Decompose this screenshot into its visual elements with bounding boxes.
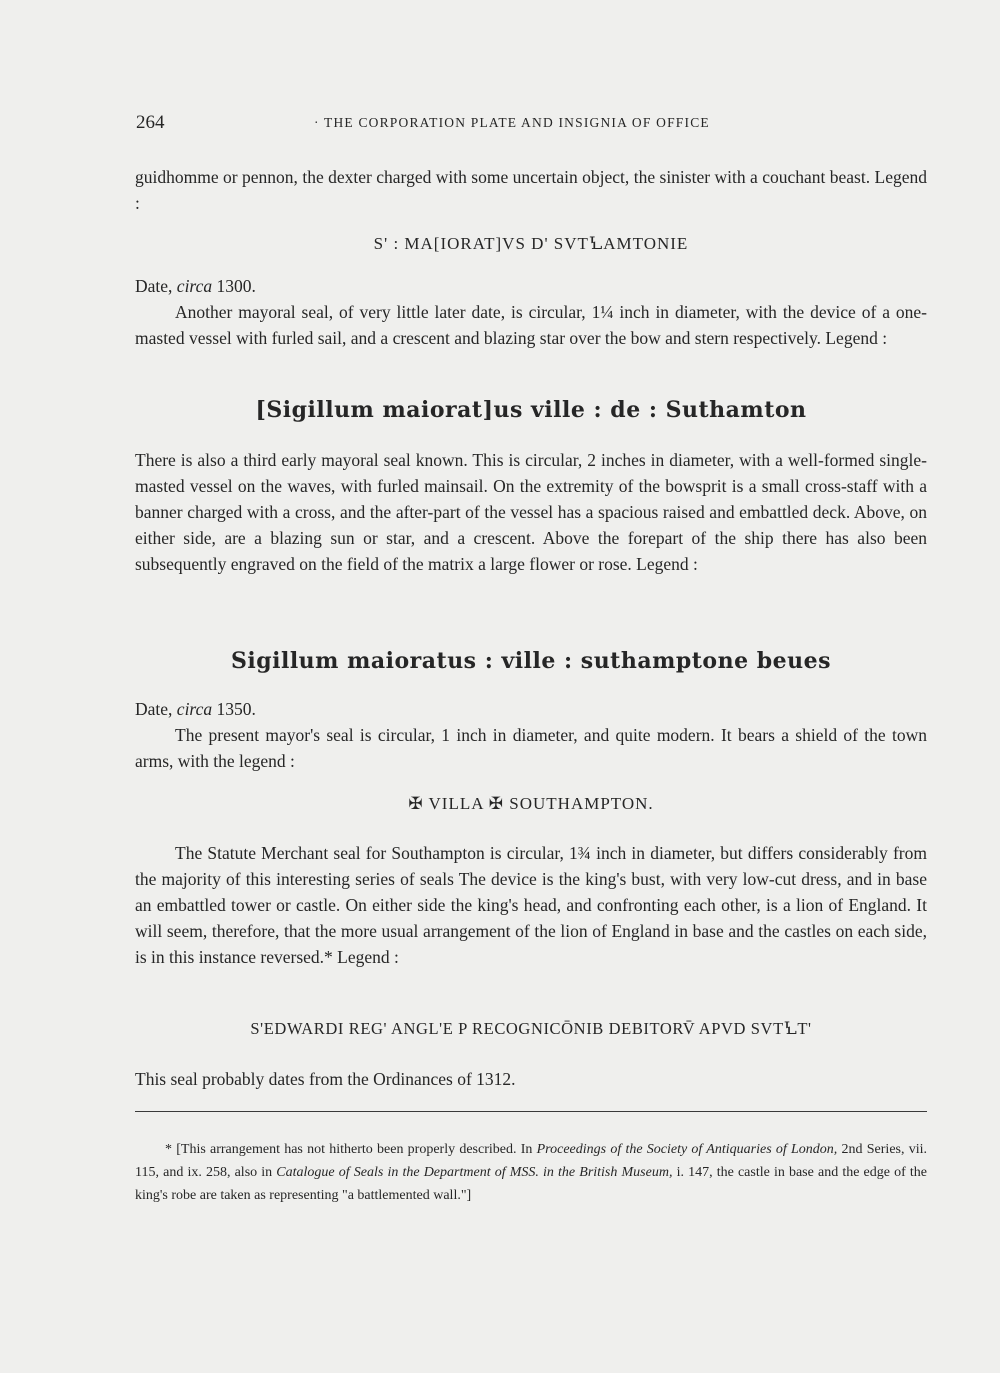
legend-3: Sigillum maioratus : ville : suthamptone beues	[230, 648, 832, 674]
date-circa: circa	[176, 699, 213, 719]
paragraph-6: This seal probably dates from the Ordinances of 1312.	[135, 1069, 516, 1089]
footnote-text-2: 2nd Series, vii. 115, and ix. 258, also in	[135, 1142, 927, 1180]
date-line-1	[135, 276, 256, 297]
page-number: 264	[136, 112, 165, 133]
date-year: 1350.	[216, 699, 256, 719]
running-title: · THE CORPORATION PLATE AND INSIGNIA OF OFFICE	[314, 115, 710, 130]
legend-2: [Sigillum maiorat]us ville : de : Suthamton	[255, 397, 807, 423]
footnote-citation-2: Catalogue of Seals in the Department of MSS. in the British Museum,	[276, 1165, 673, 1180]
footnote-text-1: * [This arrangement has not hitherto been properly described. In	[165, 1142, 537, 1157]
legend-5: S'EDWARDI REG' ANGL'E P RECOGNICŌNIB DEBITORV̄ APVD SVTꝆT'	[250, 1019, 812, 1038]
paragraph-1: guidhomme or pennon, the dexter charged with some uncertain object, the sinister with a couchant beast. Legend :	[135, 167, 927, 213]
legend-1: S' : MA[IORAT]VS D' SVTꝆAMTONIE	[373, 234, 689, 253]
paragraph-4: The present mayor's seal is circular, 1 inch in diameter, and quite modern. It bears a shield of the town arms, with the legend :	[135, 725, 927, 771]
paragraph-2: Another mayoral seal, of very little later date, is circular, 1¼ inch in diameter, with the device of a one-masted vessel with furled sail, and a crescent and blazing star over the bow and stern respectively. Legend :	[135, 302, 927, 348]
date-label: Date,	[135, 699, 173, 719]
footnote-rule	[135, 1111, 927, 1112]
date-circa: circa	[176, 276, 213, 296]
date-line-2	[135, 699, 256, 720]
page-header	[136, 112, 926, 138]
paragraph-5: The Statute Merchant seal for Southampton is circular, 1¾ inch in diameter, but differs considerably from the majority of this interesting series of seals The device is the king's bust, with very low-cut dress, and in base an embattled tower or castle. On either side the king's head, and confronting each other, is a lion of England. It will seem, therefore, that the more usual arrangement of the lion of England in base and the castles on each side, is in this instance reversed.* Legend :	[135, 843, 927, 967]
paragraph-3: There is also a third early mayoral seal known. This is circular, 2 inches in diameter, with a well-formed single-masted vessel on the waves, with furled mainsail. On the extremity of the bowsprit is a small cross-staff with a banner charged with a cross, and the after-part of the vessel has a spacious raised and embattled deck. Above, on either side, are a blazing sun or star, and a crescent. Above the forepart of the ship there has also been subsequently engraved on the field of the matrix a large flower or rose. Legend :	[135, 450, 927, 574]
date-label: Date,	[135, 276, 173, 296]
footnote-citation-1: Proceedings of the Society of Antiquaries of London,	[536, 1142, 838, 1157]
footnote-text-3: i. 147, the castle in base and the edge of the king's robe are taken as representing "a battlemented wall."]	[135, 1165, 927, 1203]
footnote	[135, 1138, 927, 1207]
date-year: 1300.	[216, 276, 256, 296]
legend-4: ✠ VILLA ✠ SOUTHAMPTON.	[408, 794, 654, 813]
